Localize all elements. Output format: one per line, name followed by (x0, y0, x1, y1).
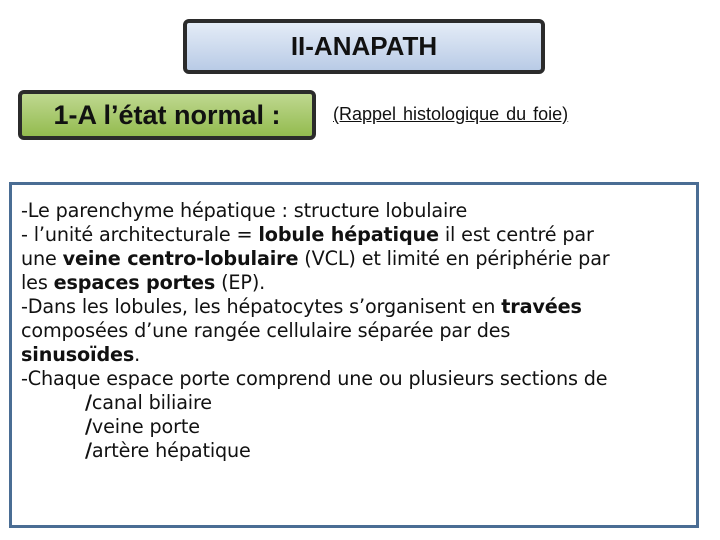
title-box (183, 19, 545, 74)
content-line-7 (21, 343, 696, 367)
section-heading: 1-A l’état normal : (53, 99, 281, 130)
slash-marker: / (85, 439, 92, 462)
page-title: II-ANAPATH (290, 31, 438, 61)
content-line-6: composées d’une rangée cellulaire séparée par des (21, 319, 511, 342)
text-span: -Dans les lobules, les hépatocytes s’organisent en (21, 295, 502, 318)
text-span: il est centré par (438, 223, 594, 246)
text-span: - l’unité architecturale = (21, 223, 259, 246)
text-span: (VCL) et limité en périphérie par (298, 247, 610, 270)
content-line-4 (21, 271, 696, 295)
content-line-10 (21, 415, 696, 439)
bold-term-sinusoides: sinusoïdes (21, 343, 135, 366)
bold-term-lobule: lobule hépatique (258, 223, 439, 246)
text-span: veine porte (91, 415, 200, 438)
text-span: canal biliaire (91, 391, 212, 414)
content-line-11 (21, 439, 696, 463)
text-span: . (134, 343, 141, 366)
content-line-1: -Le parenchyme hépatique : structure lobulaire (21, 199, 468, 222)
content-line-3 (21, 247, 696, 271)
slash-marker: / (85, 415, 92, 438)
content-line-2 (21, 223, 696, 247)
content-box (9, 182, 699, 528)
subtitle: (Rappel histologique du foie) (333, 104, 569, 124)
text-span: artère hépatique (91, 439, 251, 462)
content-line-5 (21, 295, 696, 319)
bold-term-vcl: veine centro-lobulaire (62, 247, 299, 270)
bold-term-travees: travées (501, 295, 582, 318)
slash-marker: / (85, 391, 92, 414)
text-span: les (21, 271, 54, 294)
section-box (18, 90, 316, 140)
content-line-8: -Chaque espace porte comprend une ou plusieurs sections de (21, 367, 608, 390)
content-line-9 (21, 391, 696, 415)
text-span: (EP). (215, 271, 266, 294)
bold-term-ep: espaces portes (53, 271, 216, 294)
text-span: une (21, 247, 63, 270)
